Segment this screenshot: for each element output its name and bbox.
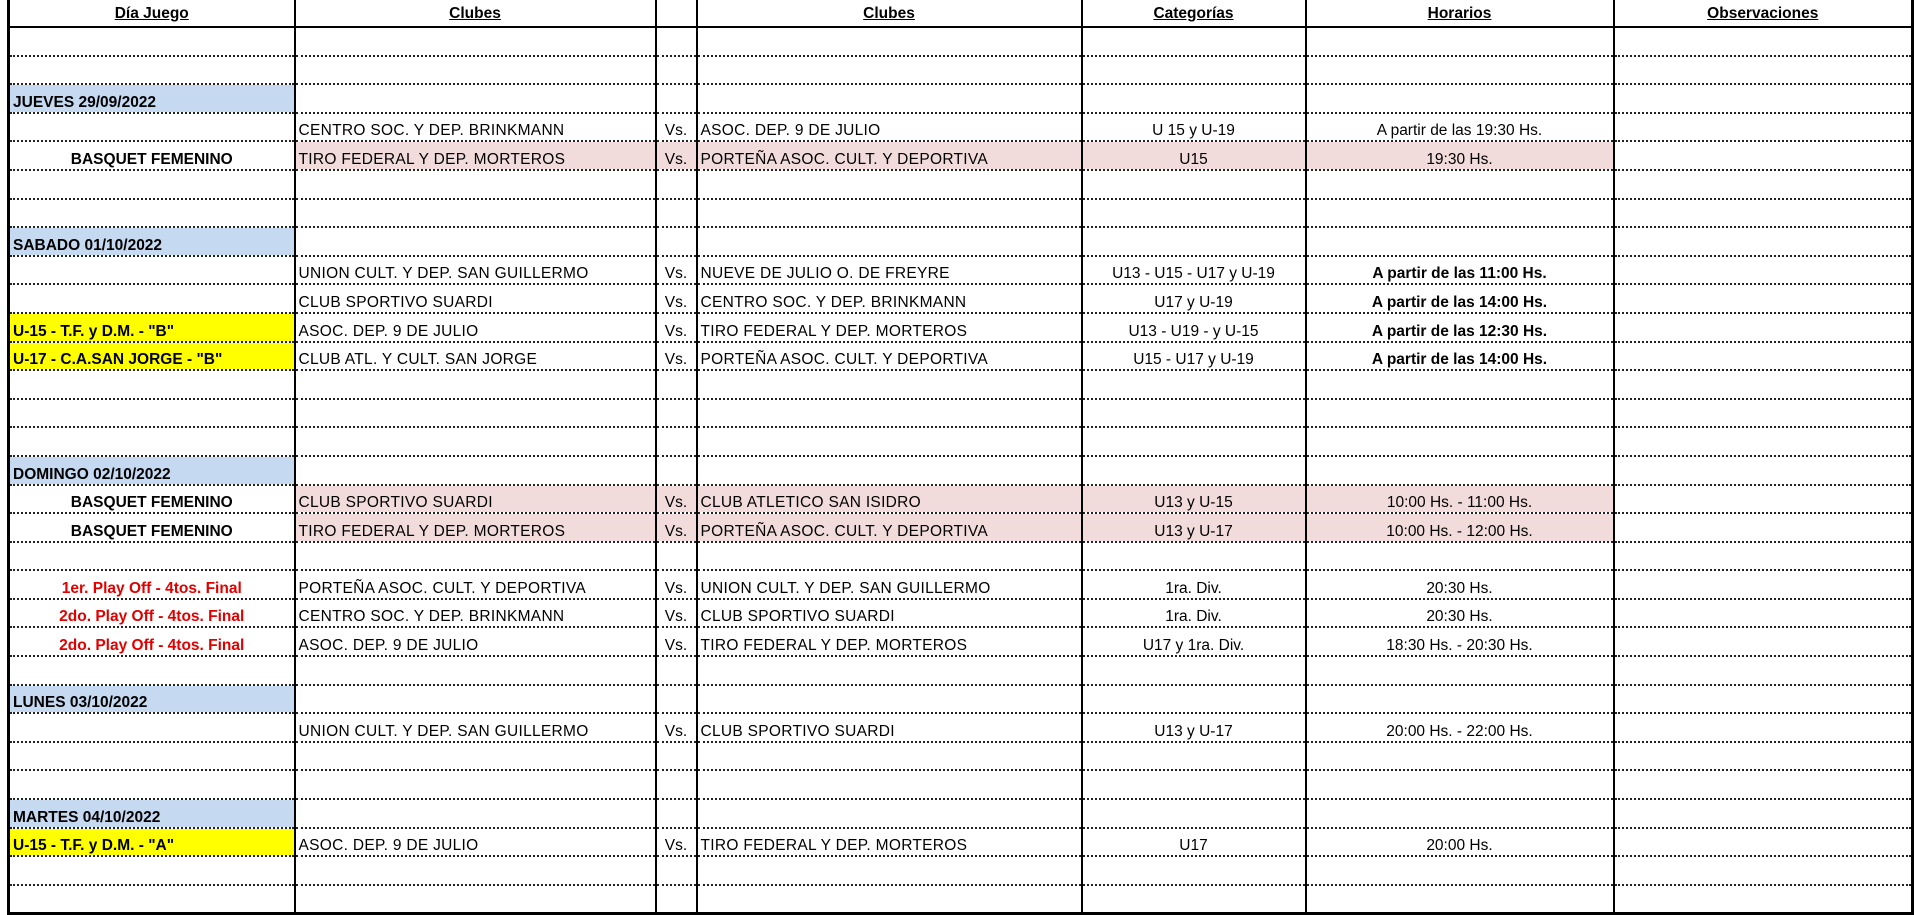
match-label-cell[interactable]: U-15 - T.F. y D.M. - "B" [9, 313, 295, 342]
away-club-cell[interactable]: TIRO FEDERAL Y DEP. MORTEROS [697, 828, 1082, 857]
empty-cell[interactable] [295, 27, 656, 56]
match-label-cell[interactable]: BASQUET FEMENINO [9, 513, 295, 542]
date-row [9, 799, 1913, 828]
empty-cell[interactable] [697, 770, 1082, 799]
match-label-cell[interactable]: 2do. Play Off - 4tos. Final [9, 627, 295, 656]
empty-cell[interactable] [1614, 456, 1913, 485]
schedule-time-cell[interactable]: 20:30 Hs. [1306, 570, 1614, 599]
empty-cell[interactable] [9, 427, 295, 456]
empty-cell[interactable] [697, 399, 1082, 428]
schedule-time-cell[interactable]: 20:30 Hs. [1306, 599, 1614, 628]
empty-cell[interactable] [1082, 170, 1306, 199]
empty-cell[interactable] [1614, 199, 1913, 228]
empty-cell[interactable] [697, 685, 1082, 714]
date-row [9, 685, 1913, 714]
home-club-cell[interactable]: CENTRO SOC. Y DEP. BRINKMANN [295, 113, 656, 142]
header-clubes-visitante: Clubes [697, 0, 1082, 27]
empty-cell[interactable] [1614, 799, 1913, 828]
home-club-cell[interactable]: UNION CULT. Y DEP. SAN GUILLERMO [295, 713, 656, 742]
match-row [9, 713, 1913, 742]
away-club-cell[interactable]: PORTEÑA ASOC. CULT. Y DEPORTIVA [697, 342, 1082, 371]
category-cell[interactable]: U15 - U17 y U-19 [1082, 342, 1306, 371]
empty-cell[interactable] [295, 170, 656, 199]
blank-row [9, 56, 1913, 85]
empty-cell[interactable] [1614, 656, 1913, 685]
away-club-cell[interactable]: PORTEÑA ASOC. CULT. Y DEPORTIVA [697, 513, 1082, 542]
blank-row [9, 770, 1913, 799]
empty-cell[interactable] [1082, 199, 1306, 228]
category-cell[interactable]: U15 [1082, 141, 1306, 170]
empty-cell[interactable] [1306, 399, 1614, 428]
empty-cell[interactable] [1306, 856, 1614, 885]
home-club-cell[interactable]: TIRO FEDERAL Y DEP. MORTEROS [295, 513, 656, 542]
empty-cell[interactable] [9, 170, 295, 199]
home-club-cell[interactable]: CLUB ATL. Y CULT. SAN JORGE [295, 342, 656, 371]
header-observaciones: Observaciones [1614, 0, 1913, 27]
empty-cell[interactable] [1082, 770, 1306, 799]
match-row [9, 828, 1913, 857]
empty-cell[interactable] [1306, 770, 1614, 799]
empty-cell[interactable] [697, 742, 1082, 771]
empty-cell[interactable] [1306, 427, 1614, 456]
observations-cell[interactable] [1614, 342, 1913, 371]
match-row [9, 570, 1913, 599]
category-cell[interactable]: U13 y U-15 [1082, 485, 1306, 514]
match-label-cell[interactable] [9, 284, 295, 313]
empty-cell[interactable] [295, 656, 656, 685]
vs-cell[interactable]: Vs. [656, 113, 697, 142]
empty-cell[interactable] [656, 27, 697, 56]
empty-cell[interactable] [1082, 427, 1306, 456]
observations-cell[interactable] [1614, 284, 1913, 313]
empty-cell[interactable] [1306, 799, 1614, 828]
match-label-cell[interactable] [9, 713, 295, 742]
home-club-cell[interactable]: TIRO FEDERAL Y DEP. MORTEROS [295, 141, 656, 170]
empty-cell[interactable] [9, 27, 295, 56]
match-label-cell[interactable]: U-17 - C.A.SAN JORGE - "B" [9, 342, 295, 371]
empty-cell[interactable] [697, 170, 1082, 199]
header-horarios: Horarios [1306, 0, 1614, 27]
day-date-cell[interactable]: MARTES 04/10/2022 [9, 799, 295, 828]
empty-cell[interactable] [1306, 885, 1614, 914]
empty-cell[interactable] [295, 885, 656, 914]
category-cell[interactable]: U13 - U19 - y U-15 [1082, 313, 1306, 342]
empty-cell[interactable] [1614, 885, 1913, 914]
vs-cell[interactable]: Vs. [656, 141, 697, 170]
empty-cell[interactable] [1082, 370, 1306, 399]
empty-cell[interactable] [9, 199, 295, 228]
empty-cell[interactable] [656, 685, 697, 714]
away-club-cell[interactable]: CENTRO SOC. Y DEP. BRINKMANN [697, 284, 1082, 313]
empty-cell[interactable] [1306, 170, 1614, 199]
empty-cell[interactable] [295, 542, 656, 571]
away-club-cell[interactable]: TIRO FEDERAL Y DEP. MORTEROS [697, 627, 1082, 656]
schedule-time-cell[interactable]: A partir de las 14:00 Hs. [1306, 342, 1614, 371]
match-row [9, 141, 1913, 170]
match-row [9, 342, 1913, 371]
blank-row [9, 542, 1913, 571]
blank-row [9, 399, 1913, 428]
empty-cell[interactable] [656, 656, 697, 685]
empty-cell[interactable] [1614, 399, 1913, 428]
schedule-time-cell[interactable]: A partir de las 12:30 Hs. [1306, 313, 1614, 342]
empty-cell[interactable] [697, 456, 1082, 485]
empty-cell[interactable] [9, 856, 295, 885]
match-row [9, 513, 1913, 542]
empty-cell[interactable] [295, 199, 656, 228]
away-club-cell[interactable]: CLUB SPORTIVO SUARDI [697, 713, 1082, 742]
empty-cell[interactable] [1614, 542, 1913, 571]
empty-cell[interactable] [656, 170, 697, 199]
empty-cell[interactable] [1614, 685, 1913, 714]
empty-cell[interactable] [656, 885, 697, 914]
home-club-cell[interactable]: CLUB SPORTIVO SUARDI [295, 284, 656, 313]
empty-cell[interactable] [1082, 227, 1306, 256]
empty-cell[interactable] [1306, 370, 1614, 399]
empty-cell[interactable] [295, 399, 656, 428]
observations-cell[interactable] [1614, 828, 1913, 857]
home-club-cell[interactable]: UNION CULT. Y DEP. SAN GUILLERMO [295, 256, 656, 285]
empty-cell[interactable] [9, 656, 295, 685]
empty-cell[interactable] [697, 227, 1082, 256]
category-cell[interactable]: U17 y U-19 [1082, 284, 1306, 313]
empty-cell[interactable] [697, 427, 1082, 456]
away-club-cell[interactable]: PORTEÑA ASOC. CULT. Y DEPORTIVA [697, 141, 1082, 170]
empty-cell[interactable] [1614, 370, 1913, 399]
empty-cell[interactable] [9, 56, 295, 85]
empty-cell[interactable] [1614, 84, 1913, 113]
header-dia-juego: Día Juego [9, 0, 295, 27]
empty-cell[interactable] [1306, 27, 1614, 56]
empty-cell[interactable] [295, 742, 656, 771]
empty-cell[interactable] [295, 799, 656, 828]
empty-cell[interactable] [656, 456, 697, 485]
observations-cell[interactable] [1614, 141, 1913, 170]
empty-cell[interactable] [656, 799, 697, 828]
empty-cell[interactable] [9, 770, 295, 799]
empty-cell[interactable] [1082, 742, 1306, 771]
match-row [9, 284, 1913, 313]
blank-row [9, 856, 1913, 885]
observations-cell[interactable] [1614, 513, 1913, 542]
empty-cell[interactable] [656, 542, 697, 571]
empty-cell[interactable] [1614, 856, 1913, 885]
empty-cell[interactable] [1614, 170, 1913, 199]
match-row [9, 113, 1913, 142]
observations-cell[interactable] [1614, 599, 1913, 628]
day-date-cell[interactable]: DOMINGO 02/10/2022 [9, 456, 295, 485]
header-clubes-local: Clubes [295, 0, 656, 27]
schedule-time-cell[interactable]: 19:30 Hs. [1306, 141, 1614, 170]
blank-row [9, 885, 1913, 914]
empty-cell[interactable] [295, 770, 656, 799]
match-label-cell[interactable]: BASQUET FEMENINO [9, 141, 295, 170]
empty-cell[interactable] [1306, 656, 1614, 685]
empty-cell[interactable] [656, 427, 697, 456]
match-label-cell[interactable] [9, 113, 295, 142]
empty-cell[interactable] [1306, 685, 1614, 714]
home-club-cell[interactable]: PORTEÑA ASOC. CULT. Y DEPORTIVA [295, 570, 656, 599]
observations-cell[interactable] [1614, 256, 1913, 285]
category-cell[interactable]: 1ra. Div. [1082, 599, 1306, 628]
observations-cell[interactable] [1614, 713, 1913, 742]
category-cell[interactable]: U13 y U-17 [1082, 513, 1306, 542]
vs-cell[interactable]: Vs. [656, 313, 697, 342]
empty-cell[interactable] [1306, 56, 1614, 85]
blank-row [9, 27, 1913, 56]
vs-cell[interactable]: Vs. [656, 828, 697, 857]
empty-cell[interactable] [697, 542, 1082, 571]
vs-cell[interactable]: Vs. [656, 599, 697, 628]
empty-cell[interactable] [656, 227, 697, 256]
match-row [9, 599, 1913, 628]
observations-cell[interactable] [1614, 313, 1913, 342]
away-club-cell[interactable]: CLUB ATLETICO SAN ISIDRO [697, 485, 1082, 514]
blank-row [9, 742, 1913, 771]
empty-cell[interactable] [295, 370, 656, 399]
vs-cell[interactable]: Vs. [656, 713, 697, 742]
schedule-time-cell[interactable]: A partir de las 11:00 Hs. [1306, 256, 1614, 285]
match-label-cell[interactable]: 1er. Play Off - 4tos. Final [9, 570, 295, 599]
empty-cell[interactable] [697, 370, 1082, 399]
category-cell[interactable]: U17 y 1ra. Div. [1082, 627, 1306, 656]
away-club-cell[interactable]: UNION CULT. Y DEP. SAN GUILLERMO [697, 570, 1082, 599]
empty-cell[interactable] [295, 456, 656, 485]
day-date-cell[interactable]: SABADO 01/10/2022 [9, 227, 295, 256]
empty-cell[interactable] [697, 799, 1082, 828]
header-row [9, 0, 1913, 27]
home-club-cell[interactable]: CLUB SPORTIVO SUARDI [295, 485, 656, 514]
match-label-cell[interactable]: 2do. Play Off - 4tos. Final [9, 599, 295, 628]
home-club-cell[interactable]: ASOC. DEP. 9 DE JULIO [295, 627, 656, 656]
empty-cell[interactable] [656, 770, 697, 799]
away-club-cell[interactable]: NUEVE DE JULIO O. DE FREYRE [697, 256, 1082, 285]
category-cell[interactable]: 1ra. Div. [1082, 570, 1306, 599]
empty-cell[interactable] [1614, 56, 1913, 85]
blank-row [9, 199, 1913, 228]
empty-cell[interactable] [656, 199, 697, 228]
observations-cell[interactable] [1614, 570, 1913, 599]
schedule-time-cell[interactable]: A partir de las 14:00 Hs. [1306, 284, 1614, 313]
empty-cell[interactable] [656, 742, 697, 771]
empty-cell[interactable] [1614, 742, 1913, 771]
empty-cell[interactable] [1082, 27, 1306, 56]
empty-cell[interactable] [1082, 542, 1306, 571]
empty-cell[interactable] [295, 56, 656, 85]
empty-cell[interactable] [1306, 84, 1614, 113]
observations-cell[interactable] [1614, 113, 1913, 142]
empty-cell[interactable] [1082, 456, 1306, 485]
schedule-time-cell[interactable]: 10:00 Hs. - 12:00 Hs. [1306, 513, 1614, 542]
empty-cell[interactable] [1082, 56, 1306, 85]
schedule-time-cell[interactable]: 10:00 Hs. - 11:00 Hs. [1306, 485, 1614, 514]
empty-cell[interactable] [295, 84, 656, 113]
away-club-cell[interactable]: TIRO FEDERAL Y DEP. MORTEROS [697, 313, 1082, 342]
category-cell[interactable]: U13 y U-17 [1082, 713, 1306, 742]
empty-cell[interactable] [9, 370, 295, 399]
empty-cell[interactable] [1082, 885, 1306, 914]
empty-cell[interactable] [1306, 542, 1614, 571]
day-date-cell[interactable]: JUEVES 29/09/2022 [9, 84, 295, 113]
empty-cell[interactable] [656, 84, 697, 113]
empty-cell[interactable] [697, 56, 1082, 85]
vs-cell[interactable]: Vs. [656, 513, 697, 542]
empty-cell[interactable] [9, 885, 295, 914]
vs-cell[interactable]: Vs. [656, 485, 697, 514]
observations-cell[interactable] [1614, 485, 1913, 514]
empty-cell[interactable] [9, 399, 295, 428]
empty-cell[interactable] [656, 370, 697, 399]
blank-row [9, 170, 1913, 199]
match-row [9, 485, 1913, 514]
date-row [9, 84, 1913, 113]
away-club-cell[interactable]: ASOC. DEP. 9 DE JULIO [697, 113, 1082, 142]
empty-cell[interactable] [697, 885, 1082, 914]
empty-cell[interactable] [1082, 399, 1306, 428]
vs-cell[interactable]: Vs. [656, 342, 697, 371]
match-label-cell[interactable]: U-15 - T.F. y D.M. - "A" [9, 828, 295, 857]
vs-cell[interactable]: Vs. [656, 570, 697, 599]
category-cell[interactable]: U17 [1082, 828, 1306, 857]
empty-cell[interactable] [697, 27, 1082, 56]
empty-cell[interactable] [1614, 27, 1913, 56]
schedule-time-cell[interactable]: 20:00 Hs. [1306, 828, 1614, 857]
vs-cell[interactable]: Vs. [656, 627, 697, 656]
empty-cell[interactable] [295, 856, 656, 885]
blank-row [9, 656, 1913, 685]
match-label-cell[interactable] [9, 256, 295, 285]
empty-cell[interactable] [1082, 656, 1306, 685]
empty-cell[interactable] [295, 227, 656, 256]
empty-cell[interactable] [656, 856, 697, 885]
date-row [9, 227, 1913, 256]
schedule-time-cell[interactable]: A partir de las 19:30 Hs. [1306, 113, 1614, 142]
empty-cell[interactable] [1614, 227, 1913, 256]
empty-cell[interactable] [697, 84, 1082, 113]
empty-cell[interactable] [656, 399, 697, 428]
observations-cell[interactable] [1614, 627, 1913, 656]
away-club-cell[interactable]: CLUB SPORTIVO SUARDI [697, 599, 1082, 628]
empty-cell[interactable] [1306, 199, 1614, 228]
blank-row [9, 370, 1913, 399]
empty-cell[interactable] [1306, 227, 1614, 256]
empty-cell[interactable] [697, 856, 1082, 885]
home-club-cell[interactable]: CENTRO SOC. Y DEP. BRINKMANN [295, 599, 656, 628]
match-row [9, 313, 1913, 342]
empty-cell[interactable] [656, 56, 697, 85]
category-cell[interactable]: U 15 y U-19 [1082, 113, 1306, 142]
day-date-cell[interactable]: LUNES 03/10/2022 [9, 685, 295, 714]
schedule-time-cell[interactable]: 20:00 Hs. - 22:00 Hs. [1306, 713, 1614, 742]
empty-cell[interactable] [1082, 856, 1306, 885]
blank-row [9, 427, 1913, 456]
category-cell[interactable]: U13 - U15 - U17 y U-19 [1082, 256, 1306, 285]
empty-cell[interactable] [1082, 799, 1306, 828]
schedule-time-cell[interactable]: 18:30 Hs. - 20:30 Hs. [1306, 627, 1614, 656]
empty-cell[interactable] [697, 656, 1082, 685]
match-row [9, 256, 1913, 285]
home-club-cell[interactable]: ASOC. DEP. 9 DE JULIO [295, 313, 656, 342]
schedule-table [7, 0, 1914, 915]
empty-cell[interactable] [295, 685, 656, 714]
empty-cell[interactable] [1614, 427, 1913, 456]
header-vs [656, 0, 697, 27]
empty-cell[interactable] [9, 742, 295, 771]
empty-cell[interactable] [1614, 770, 1913, 799]
empty-cell[interactable] [1082, 84, 1306, 113]
empty-cell[interactable] [697, 199, 1082, 228]
empty-cell[interactable] [295, 427, 656, 456]
match-label-cell[interactable]: BASQUET FEMENINO [9, 485, 295, 514]
vs-cell[interactable]: Vs. [656, 256, 697, 285]
vs-cell[interactable]: Vs. [656, 284, 697, 313]
empty-cell[interactable] [1306, 742, 1614, 771]
empty-cell[interactable] [9, 542, 295, 571]
header-categorias: Categorías [1082, 0, 1306, 27]
match-row [9, 627, 1913, 656]
date-row [9, 456, 1913, 485]
empty-cell[interactable] [1082, 685, 1306, 714]
empty-cell[interactable] [1306, 456, 1614, 485]
home-club-cell[interactable]: ASOC. DEP. 9 DE JULIO [295, 828, 656, 857]
